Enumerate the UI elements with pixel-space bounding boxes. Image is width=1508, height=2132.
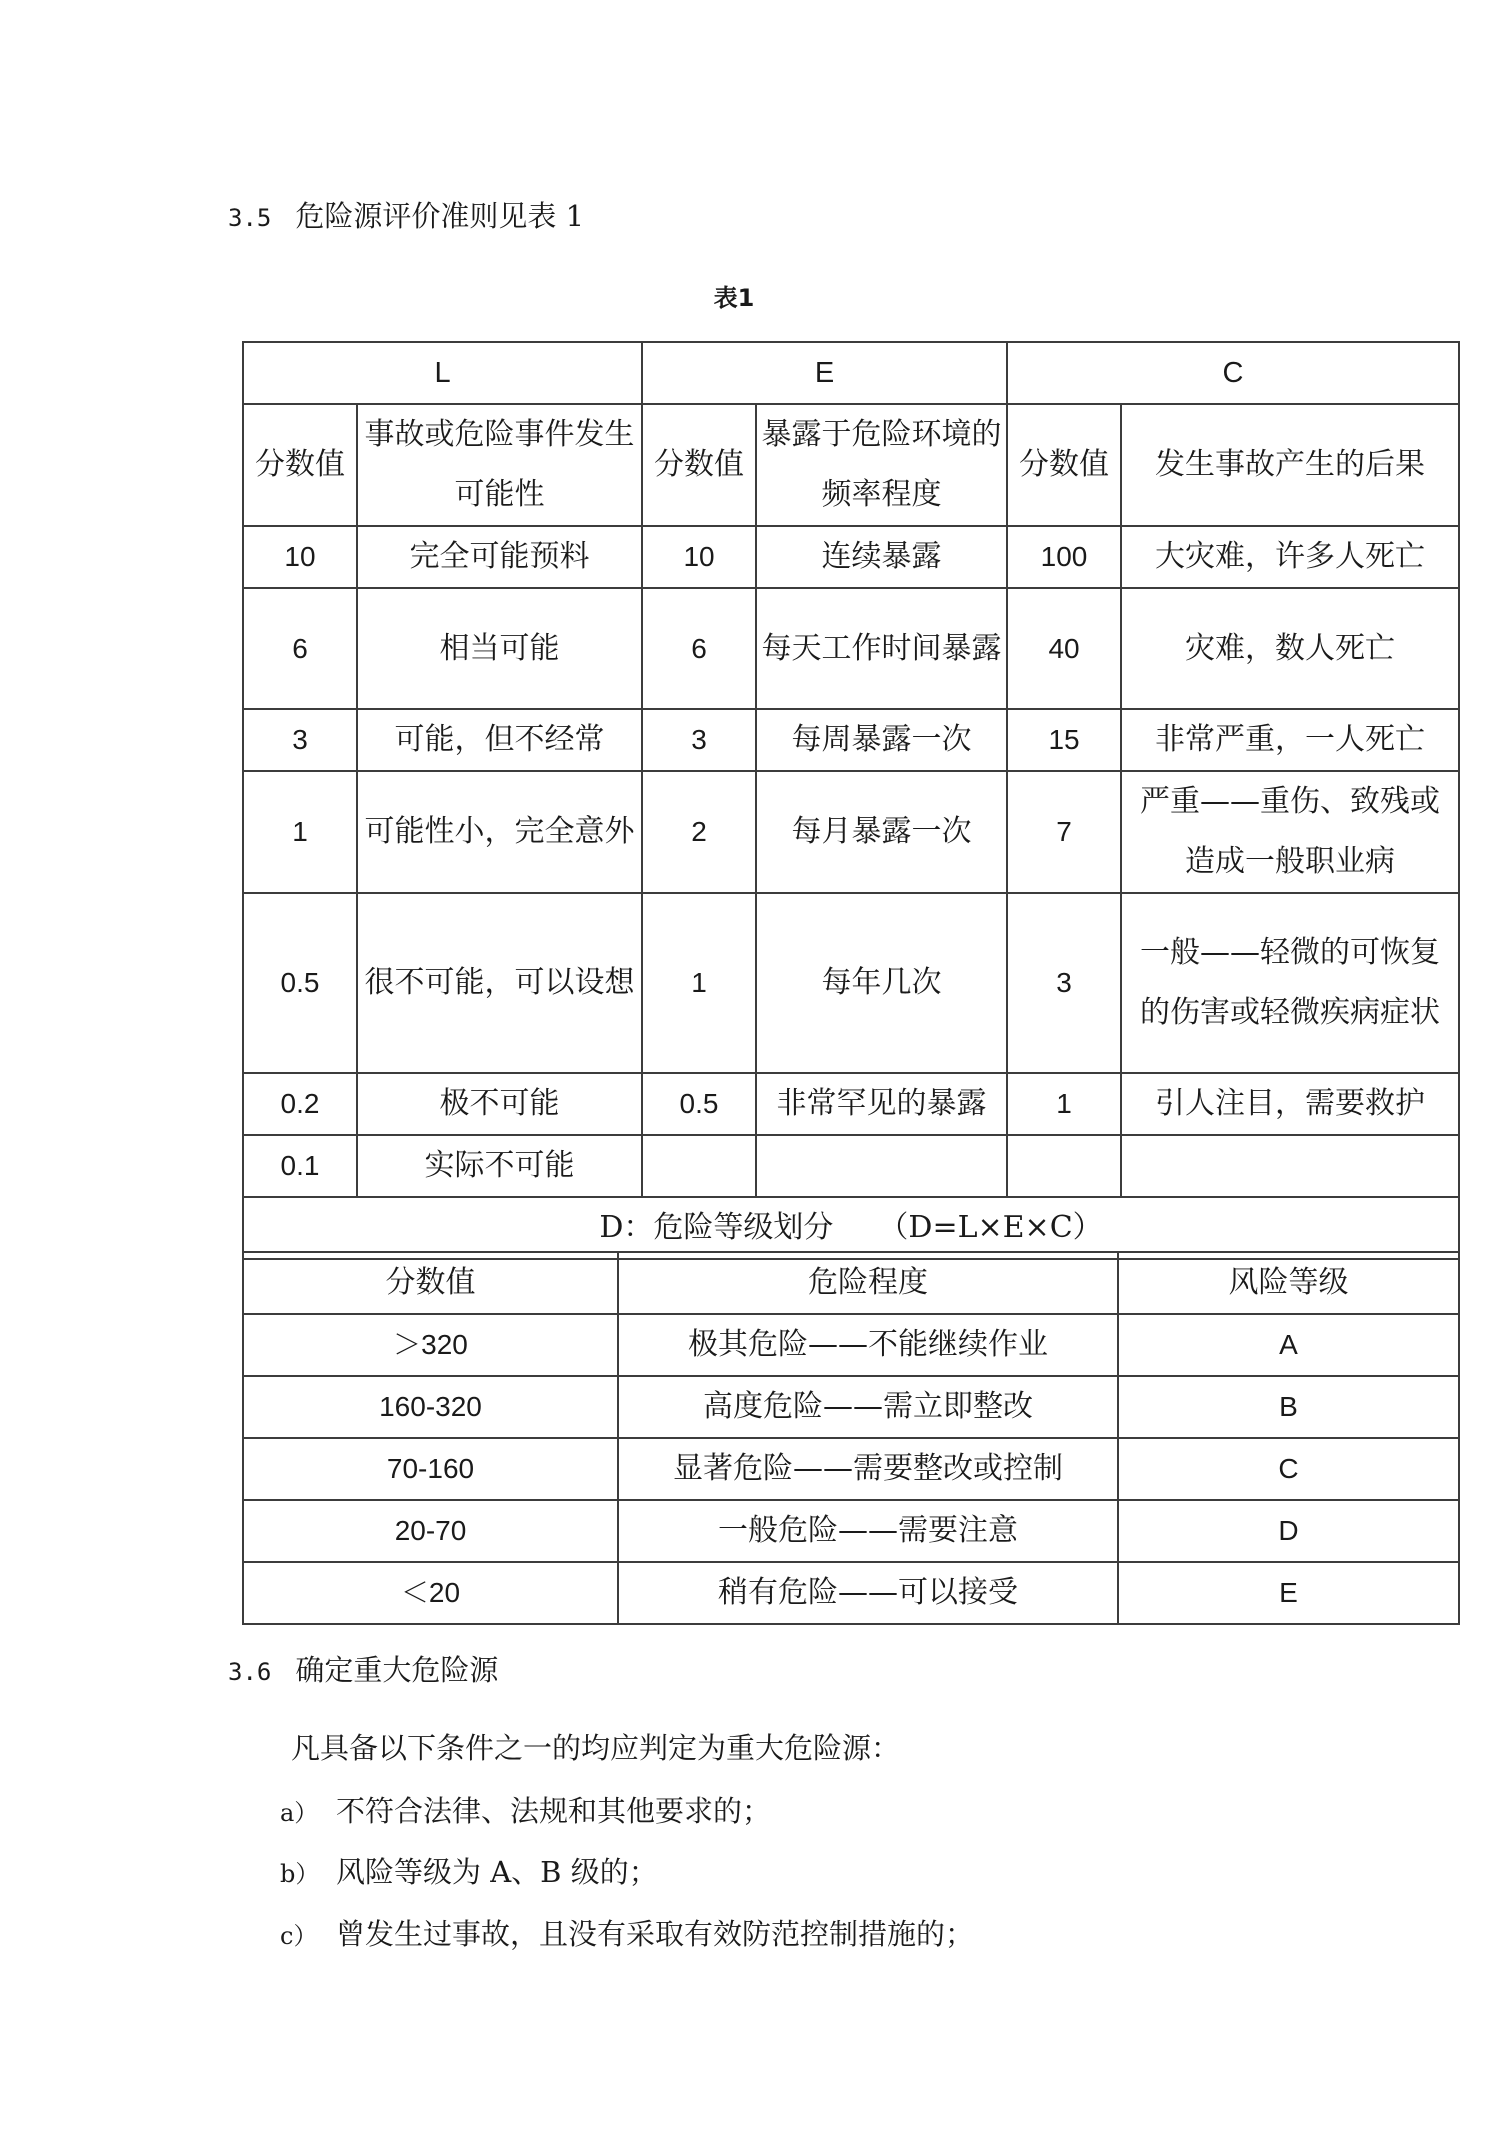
c-desc-cell bbox=[1121, 1135, 1459, 1197]
table-caption: 表1 bbox=[713, 284, 755, 312]
table-row bbox=[243, 1135, 1459, 1197]
table-row bbox=[243, 1438, 1459, 1500]
risk-table-header-row bbox=[243, 1252, 1459, 1314]
l-score-cell: 0.2 bbox=[243, 1073, 357, 1135]
list-item-label: b） bbox=[280, 1860, 320, 1888]
header-score: 分数值 bbox=[243, 1252, 618, 1314]
section-3-6-heading bbox=[228, 1648, 498, 1689]
e-desc-cell bbox=[756, 1135, 1007, 1197]
header-grade: 风险等级 bbox=[1118, 1252, 1459, 1314]
header-degree: 危险程度 bbox=[618, 1252, 1118, 1314]
score-cell: 160-320 bbox=[243, 1376, 618, 1438]
section-title: 确定重大危险源 bbox=[295, 1653, 499, 1687]
table-group-header-row bbox=[243, 342, 1459, 404]
section-number: 3.5 bbox=[228, 204, 272, 232]
l-score-cell: 3 bbox=[243, 709, 357, 771]
table-row bbox=[243, 1376, 1459, 1438]
table-row bbox=[243, 771, 1459, 893]
e-desc-cell: 每月暴露一次 bbox=[756, 771, 1007, 893]
grade-cell: C bbox=[1118, 1438, 1459, 1500]
e-score-cell: 2 bbox=[642, 771, 756, 893]
l-desc-cell: 完全可能预料 bbox=[357, 526, 642, 588]
e-desc-cell: 连续暴露 bbox=[756, 526, 1007, 588]
degree-cell: 稍有危险——可以接受 bbox=[618, 1562, 1118, 1624]
c-score-cell: 3 bbox=[1007, 893, 1121, 1073]
list-item-label: a） bbox=[280, 1799, 319, 1827]
degree-cell: 高度危险——需立即整改 bbox=[618, 1376, 1118, 1438]
sub-header-e-desc: 暴露于危险环境的频率程度 bbox=[756, 404, 1007, 526]
l-desc-cell: 很不可能，可以设想 bbox=[357, 893, 642, 1073]
c-desc-cell: 引人注目，需要救护 bbox=[1121, 1073, 1459, 1135]
c-score-cell: 40 bbox=[1007, 588, 1121, 709]
sub-header-e-score: 分数值 bbox=[642, 404, 756, 526]
c-desc-cell: 严重——重伤、致残或造成一般职业病 bbox=[1121, 771, 1459, 893]
degree-cell: 极其危险——不能继续作业 bbox=[618, 1314, 1118, 1376]
l-score-cell: 10 bbox=[243, 526, 357, 588]
grade-cell: A bbox=[1118, 1314, 1459, 1376]
e-desc-cell: 每周暴露一次 bbox=[756, 709, 1007, 771]
score-cell: ＞320 bbox=[243, 1314, 618, 1376]
l-desc-cell: 实际不可能 bbox=[357, 1135, 642, 1197]
l-desc-cell: 可能，但不经常 bbox=[357, 709, 642, 771]
criteria-intro: 凡具备以下条件之一的均应判定为重大危险源： bbox=[291, 1731, 901, 1765]
list-item-text: 风险等级为 A、B 级的； bbox=[336, 1855, 658, 1889]
l-desc-cell: 相当可能 bbox=[357, 588, 642, 709]
c-score-cell: 1 bbox=[1007, 1073, 1121, 1135]
table-row bbox=[243, 1562, 1459, 1624]
sub-header-l-score: 分数值 bbox=[243, 404, 357, 526]
grade-cell: B bbox=[1118, 1376, 1459, 1438]
score-cell: 20-70 bbox=[243, 1500, 618, 1562]
table-sub-header-row bbox=[243, 404, 1459, 526]
l-score-cell: 1 bbox=[243, 771, 357, 893]
l-score-cell: 0.5 bbox=[243, 893, 357, 1073]
e-score-cell: 0.5 bbox=[642, 1073, 756, 1135]
e-score-cell: 3 bbox=[642, 709, 756, 771]
table-row bbox=[243, 893, 1459, 1073]
e-score-cell: 6 bbox=[642, 588, 756, 709]
section-number: 3.6 bbox=[228, 1658, 272, 1686]
d-grade-header: D：危险等级划分 （D=L×E×C） bbox=[243, 1197, 1459, 1259]
score-cell: ＜20 bbox=[243, 1562, 618, 1624]
c-desc-cell: 灾难，数人死亡 bbox=[1121, 588, 1459, 709]
list-item bbox=[280, 1852, 658, 1894]
e-desc-cell: 非常罕见的暴露 bbox=[756, 1073, 1007, 1135]
score-cell: 70-160 bbox=[243, 1438, 618, 1500]
l-score-cell: 6 bbox=[243, 588, 357, 709]
l-desc-cell: 极不可能 bbox=[357, 1073, 642, 1135]
grade-cell: D bbox=[1118, 1500, 1459, 1562]
evaluation-criteria-table bbox=[242, 341, 1460, 1260]
list-item-text: 曾发生过事故，且没有采取有效防范控制措施的； bbox=[336, 1917, 975, 1951]
table-row bbox=[243, 526, 1459, 588]
c-score-cell: 7 bbox=[1007, 771, 1121, 893]
grade-cell: E bbox=[1118, 1562, 1459, 1624]
c-desc-cell: 非常严重，一人死亡 bbox=[1121, 709, 1459, 771]
risk-grade-table bbox=[242, 1251, 1460, 1625]
table-row bbox=[243, 1500, 1459, 1562]
sub-header-c-desc: 发生事故产生的后果 bbox=[1121, 404, 1459, 526]
sub-header-l-desc: 事故或危险事件发生可能性 bbox=[357, 404, 642, 526]
e-desc-cell: 每天工作时间暴露 bbox=[756, 588, 1007, 709]
d-grade-header-row bbox=[243, 1197, 1459, 1259]
section-3-5-heading bbox=[228, 194, 584, 235]
c-score-cell bbox=[1007, 1135, 1121, 1197]
e-score-cell: 1 bbox=[642, 893, 756, 1073]
section-title: 危险源评价准则见表 1 bbox=[295, 199, 585, 233]
list-item-label: c） bbox=[280, 1922, 318, 1950]
degree-cell: 一般危险——需要注意 bbox=[618, 1500, 1118, 1562]
group-header-l: L bbox=[243, 342, 642, 404]
l-score-cell: 0.1 bbox=[243, 1135, 357, 1197]
c-score-cell: 15 bbox=[1007, 709, 1121, 771]
list-item bbox=[280, 1914, 974, 1956]
table-row bbox=[243, 1073, 1459, 1135]
group-header-e: E bbox=[642, 342, 1007, 404]
c-desc-cell: 大灾难，许多人死亡 bbox=[1121, 526, 1459, 588]
table-row bbox=[243, 588, 1459, 709]
group-header-c: C bbox=[1007, 342, 1459, 404]
c-score-cell: 100 bbox=[1007, 526, 1121, 588]
degree-cell: 显著危险——需要整改或控制 bbox=[618, 1438, 1118, 1500]
e-score-cell bbox=[642, 1135, 756, 1197]
list-item-text: 不符合法律、法规和其他要求的； bbox=[336, 1794, 772, 1828]
table-row bbox=[243, 709, 1459, 771]
c-desc-cell: 一般——轻微的可恢复的伤害或轻微疾病症状 bbox=[1121, 893, 1459, 1073]
list-item bbox=[280, 1791, 771, 1833]
l-desc-cell: 可能性小，完全意外 bbox=[357, 771, 642, 893]
e-score-cell: 10 bbox=[642, 526, 756, 588]
e-desc-cell: 每年几次 bbox=[756, 893, 1007, 1073]
table-row bbox=[243, 1314, 1459, 1376]
sub-header-c-score: 分数值 bbox=[1007, 404, 1121, 526]
